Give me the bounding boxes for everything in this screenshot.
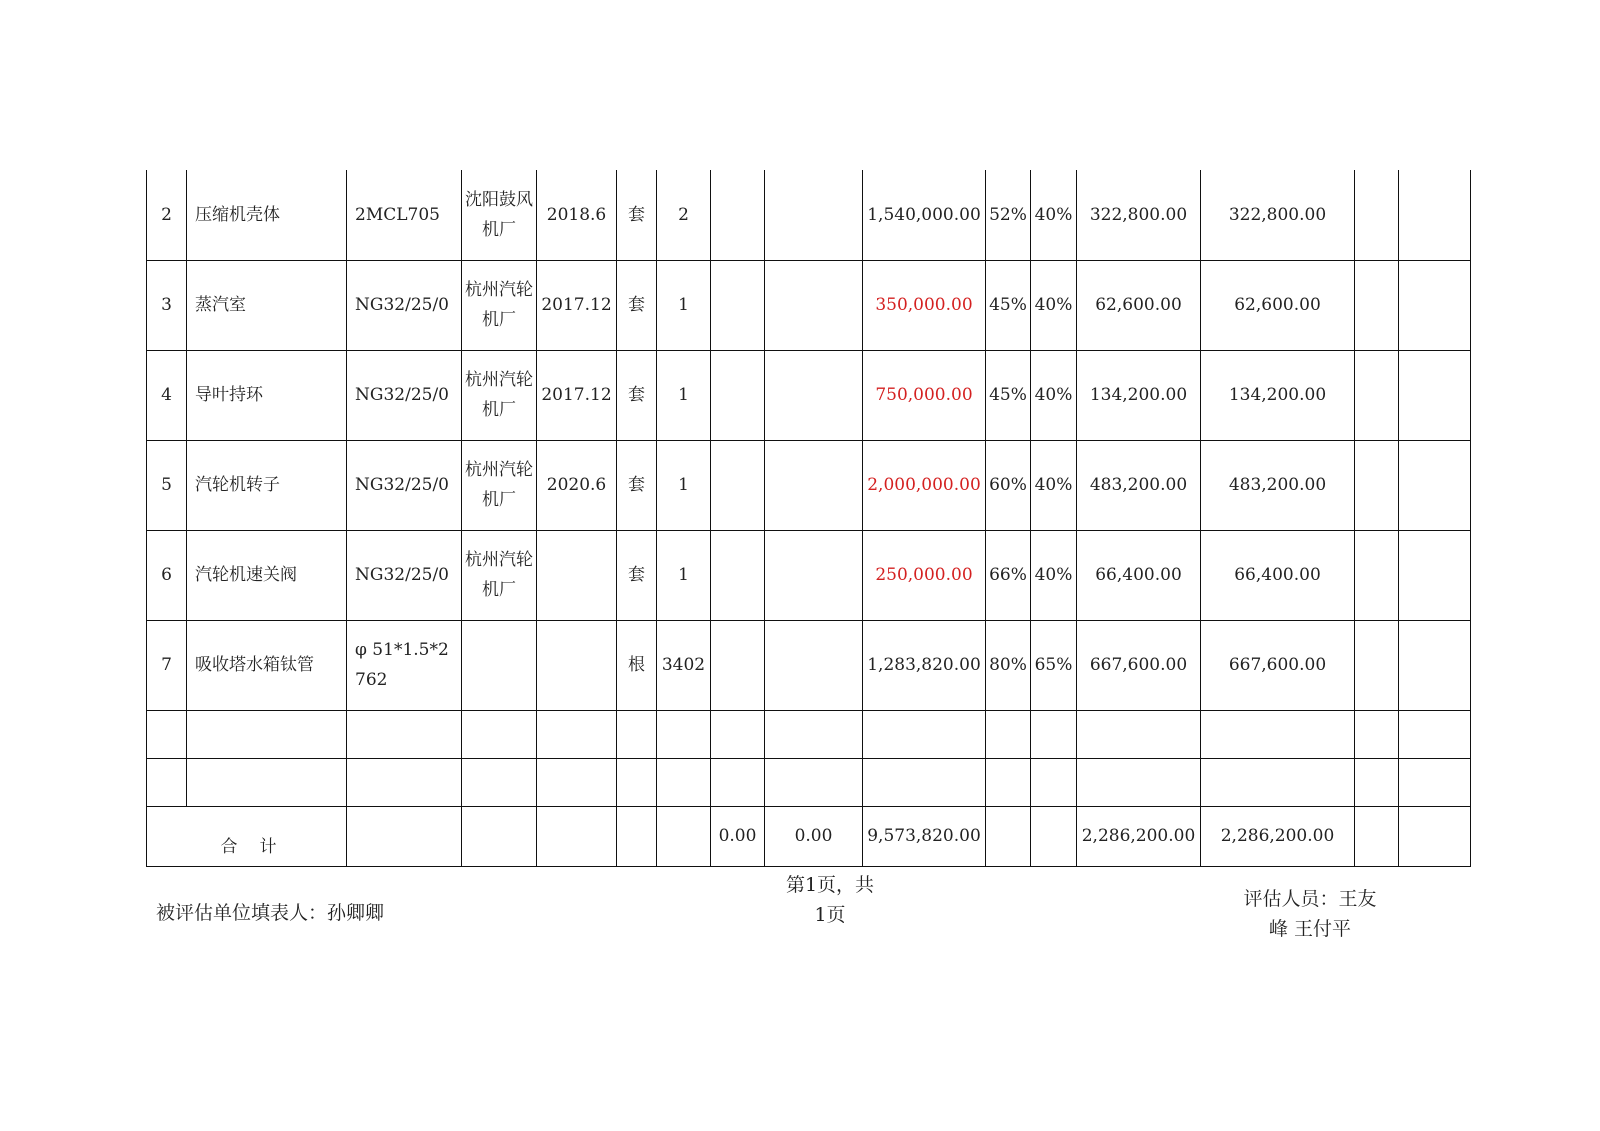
cell-col8 bbox=[711, 170, 765, 260]
empty-cell bbox=[1201, 758, 1355, 806]
cell-col9 bbox=[765, 530, 863, 620]
cell-col16 bbox=[1399, 350, 1471, 440]
cell-col15 bbox=[1355, 530, 1399, 620]
table-row bbox=[147, 530, 1471, 620]
cell-no: 7 bbox=[147, 620, 187, 710]
empty-cell bbox=[462, 806, 537, 866]
empty-cell bbox=[147, 710, 187, 758]
cell-date: 2017.12 bbox=[537, 260, 617, 350]
cell-maker: 沈阳鼓风机厂 bbox=[462, 170, 537, 260]
empty-cell bbox=[765, 710, 863, 758]
cell-model: NG32/25/0 bbox=[347, 260, 462, 350]
cell-maker bbox=[462, 620, 537, 710]
empty-cell bbox=[347, 758, 462, 806]
empty-cell bbox=[657, 806, 711, 866]
cell-date: 2018.6 bbox=[537, 170, 617, 260]
cell-value2: 322,800.00 bbox=[1201, 170, 1355, 260]
cell-col16 bbox=[1399, 170, 1471, 260]
table-row bbox=[147, 350, 1471, 440]
table-row bbox=[147, 620, 1471, 710]
cell-no: 5 bbox=[147, 440, 187, 530]
empty-cell bbox=[147, 758, 187, 806]
cell-orig-value: 250,000.00 bbox=[863, 530, 986, 620]
cell-rate: 45% bbox=[986, 260, 1031, 350]
cell-col8 bbox=[711, 260, 765, 350]
cell-unit: 套 bbox=[617, 530, 657, 620]
cell-date: 2017.12 bbox=[537, 350, 617, 440]
cell-col9 bbox=[765, 350, 863, 440]
empty-row bbox=[147, 758, 1471, 806]
empty-cell bbox=[617, 806, 657, 866]
cell-rate2: 40% bbox=[1031, 170, 1077, 260]
total-value1: 2,286,200.00 bbox=[1077, 806, 1201, 866]
cell-col15 bbox=[1355, 350, 1399, 440]
empty-cell bbox=[863, 758, 986, 806]
cell-maker: 杭州汽轮机厂 bbox=[462, 260, 537, 350]
cell-name: 吸收塔水箱钛管 bbox=[187, 620, 347, 710]
empty-cell bbox=[657, 710, 711, 758]
cell-orig-value: 750,000.00 bbox=[863, 350, 986, 440]
empty-cell bbox=[711, 710, 765, 758]
cell-col16 bbox=[1399, 260, 1471, 350]
cell-unit: 套 bbox=[617, 440, 657, 530]
empty-cell bbox=[1399, 806, 1471, 866]
cell-col9 bbox=[765, 260, 863, 350]
cell-rate: 80% bbox=[986, 620, 1031, 710]
empty-cell bbox=[187, 710, 347, 758]
cell-col16 bbox=[1399, 440, 1471, 530]
empty-cell bbox=[1031, 710, 1077, 758]
empty-cell bbox=[986, 758, 1031, 806]
cell-rate: 52% bbox=[986, 170, 1031, 260]
empty-cell bbox=[347, 710, 462, 758]
cell-date bbox=[537, 530, 617, 620]
table-body bbox=[147, 170, 1471, 866]
cell-value2: 667,600.00 bbox=[1201, 620, 1355, 710]
cell-name: 蒸汽室 bbox=[187, 260, 347, 350]
appraiser-label: 评估人员：王友峰 王付平 bbox=[1243, 888, 1377, 940]
empty-cell bbox=[462, 710, 537, 758]
empty-cell bbox=[617, 758, 657, 806]
empty-cell bbox=[1355, 710, 1399, 758]
cell-col8 bbox=[711, 350, 765, 440]
cell-orig-value: 350,000.00 bbox=[863, 260, 986, 350]
cell-qty: 1 bbox=[657, 530, 711, 620]
cell-model: 2MCL705 bbox=[347, 170, 462, 260]
cell-name: 汽轮机速关阀 bbox=[187, 530, 347, 620]
page-number: 第1页，共1页 bbox=[785, 874, 875, 926]
cell-no: 6 bbox=[147, 530, 187, 620]
cell-value1: 322,800.00 bbox=[1077, 170, 1201, 260]
cell-value1: 62,600.00 bbox=[1077, 260, 1201, 350]
cell-orig-value: 2,000,000.00 bbox=[863, 440, 986, 530]
empty-cell bbox=[537, 710, 617, 758]
cell-name: 汽轮机转子 bbox=[187, 440, 347, 530]
empty-row bbox=[147, 710, 1471, 758]
cell-unit: 套 bbox=[617, 350, 657, 440]
empty-cell bbox=[462, 758, 537, 806]
cell-rate: 45% bbox=[986, 350, 1031, 440]
cell-date: 2020.6 bbox=[537, 440, 617, 530]
cell-model: φ 51*1.5*2762 bbox=[347, 620, 462, 710]
empty-cell bbox=[1399, 758, 1471, 806]
empty-cell bbox=[1031, 806, 1077, 866]
cell-value1: 134,200.00 bbox=[1077, 350, 1201, 440]
cell-value2: 62,600.00 bbox=[1201, 260, 1355, 350]
cell-col8 bbox=[711, 530, 765, 620]
empty-cell bbox=[765, 758, 863, 806]
cell-col9 bbox=[765, 170, 863, 260]
cell-name: 压缩机壳体 bbox=[187, 170, 347, 260]
cell-qty: 1 bbox=[657, 260, 711, 350]
table-row bbox=[147, 260, 1471, 350]
total-value2: 2,286,200.00 bbox=[1201, 806, 1355, 866]
total-row bbox=[147, 806, 1471, 866]
cell-col9 bbox=[765, 620, 863, 710]
empty-cell bbox=[986, 710, 1031, 758]
cell-orig-value: 1,540,000.00 bbox=[863, 170, 986, 260]
cell-col15 bbox=[1355, 620, 1399, 710]
cell-qty: 1 bbox=[657, 350, 711, 440]
cell-unit: 套 bbox=[617, 170, 657, 260]
cell-rate2: 40% bbox=[1031, 440, 1077, 530]
cell-no: 2 bbox=[147, 170, 187, 260]
empty-cell bbox=[711, 758, 765, 806]
cell-col15 bbox=[1355, 440, 1399, 530]
cell-rate: 66% bbox=[986, 530, 1031, 620]
empty-cell bbox=[657, 758, 711, 806]
empty-cell bbox=[1201, 710, 1355, 758]
empty-cell bbox=[863, 710, 986, 758]
cell-model: NG32/25/0 bbox=[347, 350, 462, 440]
cell-value1: 667,600.00 bbox=[1077, 620, 1201, 710]
empty-cell bbox=[1355, 806, 1399, 866]
empty-cell bbox=[1355, 758, 1399, 806]
cell-rate2: 40% bbox=[1031, 260, 1077, 350]
form-filler-label: 被评估单位填表人：孙卿卿 bbox=[156, 902, 385, 924]
empty-cell bbox=[986, 806, 1031, 866]
cell-value1: 66,400.00 bbox=[1077, 530, 1201, 620]
total-col8: 0.00 bbox=[711, 806, 765, 866]
cell-rate2: 40% bbox=[1031, 530, 1077, 620]
empty-cell bbox=[537, 758, 617, 806]
cell-name: 导叶持环 bbox=[187, 350, 347, 440]
table-row bbox=[147, 170, 1471, 260]
empty-cell bbox=[187, 758, 347, 806]
cell-col8 bbox=[711, 620, 765, 710]
cell-col8 bbox=[711, 440, 765, 530]
cell-no: 4 bbox=[147, 350, 187, 440]
cell-value1: 483,200.00 bbox=[1077, 440, 1201, 530]
total-col9: 0.00 bbox=[765, 806, 863, 866]
empty-cell bbox=[537, 806, 617, 866]
empty-cell bbox=[1031, 758, 1077, 806]
cell-model: NG32/25/0 bbox=[347, 440, 462, 530]
cell-value2: 483,200.00 bbox=[1201, 440, 1355, 530]
total-orig-value: 9,573,820.00 bbox=[863, 806, 986, 866]
cell-maker: 杭州汽轮机厂 bbox=[462, 440, 537, 530]
cell-rate: 60% bbox=[986, 440, 1031, 530]
empty-cell bbox=[1077, 710, 1201, 758]
cell-qty: 1 bbox=[657, 440, 711, 530]
cell-no: 3 bbox=[147, 260, 187, 350]
cell-orig-value: 1,283,820.00 bbox=[863, 620, 986, 710]
cell-col15 bbox=[1355, 260, 1399, 350]
cell-value2: 66,400.00 bbox=[1201, 530, 1355, 620]
empty-cell bbox=[347, 806, 462, 866]
cell-col15 bbox=[1355, 170, 1399, 260]
cell-qty: 2 bbox=[657, 170, 711, 260]
cell-unit: 根 bbox=[617, 620, 657, 710]
cell-maker: 杭州汽轮机厂 bbox=[462, 350, 537, 440]
cell-rate2: 65% bbox=[1031, 620, 1077, 710]
cell-col16 bbox=[1399, 530, 1471, 620]
empty-cell bbox=[1077, 758, 1201, 806]
cell-col9 bbox=[765, 440, 863, 530]
empty-cell bbox=[1399, 710, 1471, 758]
cell-rate2: 40% bbox=[1031, 350, 1077, 440]
cell-maker: 杭州汽轮机厂 bbox=[462, 530, 537, 620]
cell-value2: 134,200.00 bbox=[1201, 350, 1355, 440]
total-label: 合计 bbox=[147, 806, 347, 866]
asset-appraisal-table bbox=[146, 170, 1471, 867]
cell-unit: 套 bbox=[617, 260, 657, 350]
table-row bbox=[147, 440, 1471, 530]
empty-cell bbox=[617, 710, 657, 758]
cell-qty: 3402 bbox=[657, 620, 711, 710]
cell-col16 bbox=[1399, 620, 1471, 710]
cell-date bbox=[537, 620, 617, 710]
cell-model: NG32/25/0 bbox=[347, 530, 462, 620]
